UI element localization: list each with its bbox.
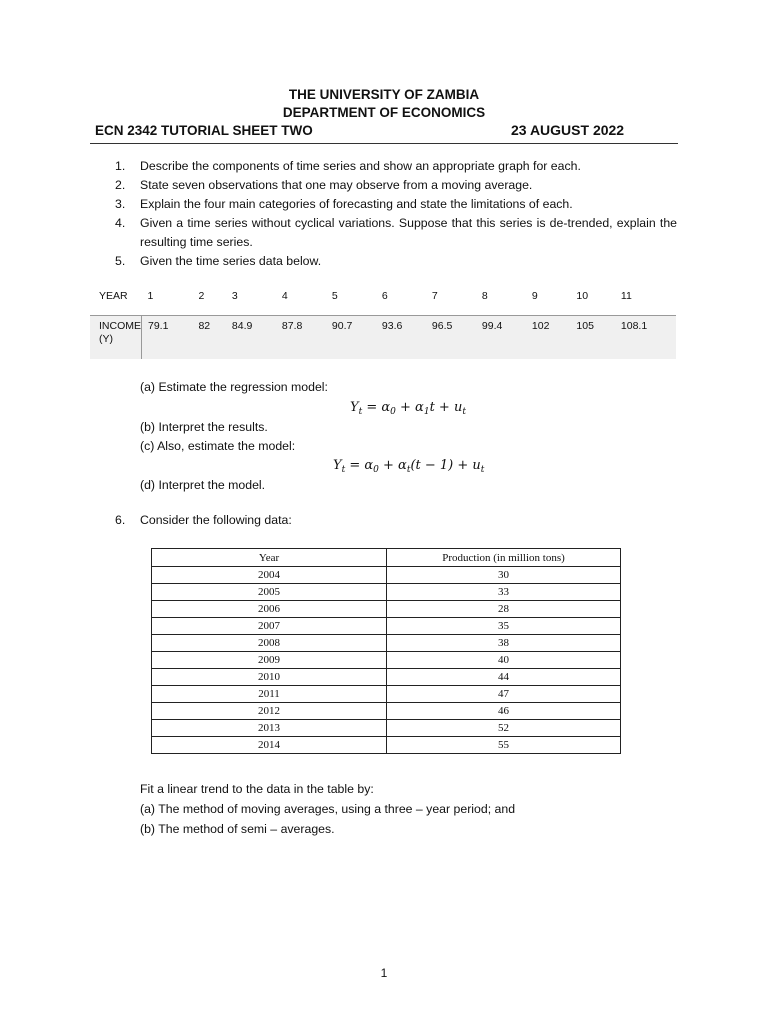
year-label: YEAR — [99, 290, 128, 302]
question-item — [115, 176, 677, 195]
production-value-cell: 46 — [387, 703, 621, 720]
question-item — [115, 252, 677, 271]
production-table-body — [152, 567, 621, 754]
income-cell: 102 — [526, 315, 571, 359]
question-number: 4. — [115, 216, 126, 230]
year-cell: 9 — [531, 290, 538, 302]
question-item — [115, 195, 677, 214]
question-number: 6. — [115, 513, 126, 527]
income-cell: 93.6 — [376, 315, 426, 359]
income-cell: 79.1 — [142, 315, 193, 359]
question-list — [115, 157, 677, 271]
production-table — [151, 548, 621, 754]
question-number: 5. — [115, 254, 126, 268]
question-text: Given a time series without cyclical variations. Suppose that this series is de-trended, explain the resulting time series. — [140, 216, 677, 249]
income-cell: 105 — [570, 315, 615, 359]
course-title: ECN 2342 TUTORIAL SHEET TWO — [95, 123, 313, 138]
year-cell: 5 — [331, 290, 338, 302]
income-cell: 108.1 — [615, 315, 676, 359]
q6-part-b: (b) The method of semi – averages. — [140, 822, 335, 836]
income-label-line: INCOME — [99, 319, 141, 332]
table-row — [152, 720, 621, 737]
income-cell: 90.7 — [326, 315, 376, 359]
production-value-cell: 47 — [387, 686, 621, 703]
question-item — [115, 511, 677, 530]
table-row — [152, 601, 621, 618]
question-6 — [115, 511, 677, 530]
production-value-cell: 30 — [387, 567, 621, 584]
question-text: Given the time series data below. — [140, 254, 322, 268]
question-text: Consider the following data: — [140, 513, 292, 527]
question-text: Describe the components of time series and show an appropriate graph for each. — [140, 159, 581, 173]
table-row — [152, 567, 621, 584]
year-cell: 3 — [231, 290, 238, 302]
year-cell: 1 — [147, 290, 154, 302]
year-cell: 2 — [198, 290, 205, 302]
question-text: State seven observations that one may observe from a moving average. — [140, 178, 533, 192]
year-cell: 8 — [481, 290, 488, 302]
production-value-cell: 44 — [387, 669, 621, 686]
year-cell: 11 — [620, 290, 632, 302]
question-item — [115, 157, 677, 176]
production-year-cell: 2014 — [152, 737, 387, 754]
q5-part-a: (a) Estimate the regression model: — [140, 380, 328, 394]
income-cell: 87.8 — [276, 315, 326, 359]
university-title: THE UNIVERSITY OF ZAMBIA — [288, 87, 480, 102]
production-value-cell: 40 — [387, 652, 621, 669]
income-cell: 99.4 — [476, 315, 526, 359]
production-col-production: Production (in million tons) — [387, 549, 621, 567]
production-year-cell: 2011 — [152, 686, 387, 703]
production-year-cell: 2010 — [152, 669, 387, 686]
q6-intro: Fit a linear trend to the data in the table by: — [140, 782, 374, 796]
question-item — [115, 214, 677, 252]
production-year-cell: 2013 — [152, 720, 387, 737]
year-cell: 10 — [576, 290, 589, 302]
year-row — [90, 282, 676, 315]
table-row — [152, 652, 621, 669]
equation-lagged-trend: $Y_t = \alpha_0 + \alpha_t(t - 1) + u_t$ — [333, 458, 485, 475]
table-row — [152, 618, 621, 635]
year-cell: 4 — [281, 290, 288, 302]
table-row — [152, 584, 621, 601]
production-year-cell: 2004 — [152, 567, 387, 584]
production-value-cell: 33 — [387, 584, 621, 601]
income-table — [90, 282, 676, 359]
table-row — [152, 686, 621, 703]
sheet-date: 23 AUGUST 2022 — [511, 122, 625, 138]
table-row — [152, 703, 621, 720]
income-label-unit: (Y) — [99, 332, 113, 345]
question-text: Explain the four main categories of forecasting and state the limitations of each. — [140, 197, 573, 211]
production-col-year: Year — [152, 549, 387, 567]
income-label — [90, 315, 142, 359]
year-cell: 7 — [431, 290, 438, 302]
equation-linear-trend: $Y_t = \alpha_0 + \alpha_1t + u_t$ — [350, 400, 466, 417]
production-value-cell: 55 — [387, 737, 621, 754]
income-row — [90, 315, 676, 359]
income-cell: 96.5 — [426, 315, 476, 359]
q6-part-a: (a) The method of moving averages, using a three – year period; and — [140, 802, 516, 816]
q5-part-c: (c) Also, estimate the model: — [140, 439, 296, 453]
q5-part-d: (d) Interpret the model. — [140, 478, 266, 492]
header-rule — [90, 143, 678, 144]
production-year-cell: 2006 — [152, 601, 387, 618]
production-header-row — [152, 549, 621, 567]
production-year-cell: 2012 — [152, 703, 387, 720]
page-number: 1 — [380, 966, 388, 980]
table-row — [152, 669, 621, 686]
production-year-cell: 2005 — [152, 584, 387, 601]
production-value-cell: 35 — [387, 618, 621, 635]
table-row — [152, 635, 621, 652]
production-value-cell: 52 — [387, 720, 621, 737]
question-number: 3. — [115, 197, 126, 211]
production-year-cell: 2009 — [152, 652, 387, 669]
table-row — [152, 737, 621, 754]
question-number: 2. — [115, 178, 126, 192]
department-title: DEPARTMENT OF ECONOMICS — [282, 105, 486, 120]
production-value-cell: 38 — [387, 635, 621, 652]
q5-part-b: (b) Interpret the results. — [140, 420, 268, 434]
production-year-cell: 2007 — [152, 618, 387, 635]
question-number: 1. — [115, 159, 126, 173]
production-value-cell: 28 — [387, 601, 621, 618]
production-year-cell: 2008 — [152, 635, 387, 652]
year-cell: 6 — [381, 290, 388, 302]
income-cell: 82 — [192, 315, 225, 359]
income-cell: 84.9 — [226, 315, 276, 359]
